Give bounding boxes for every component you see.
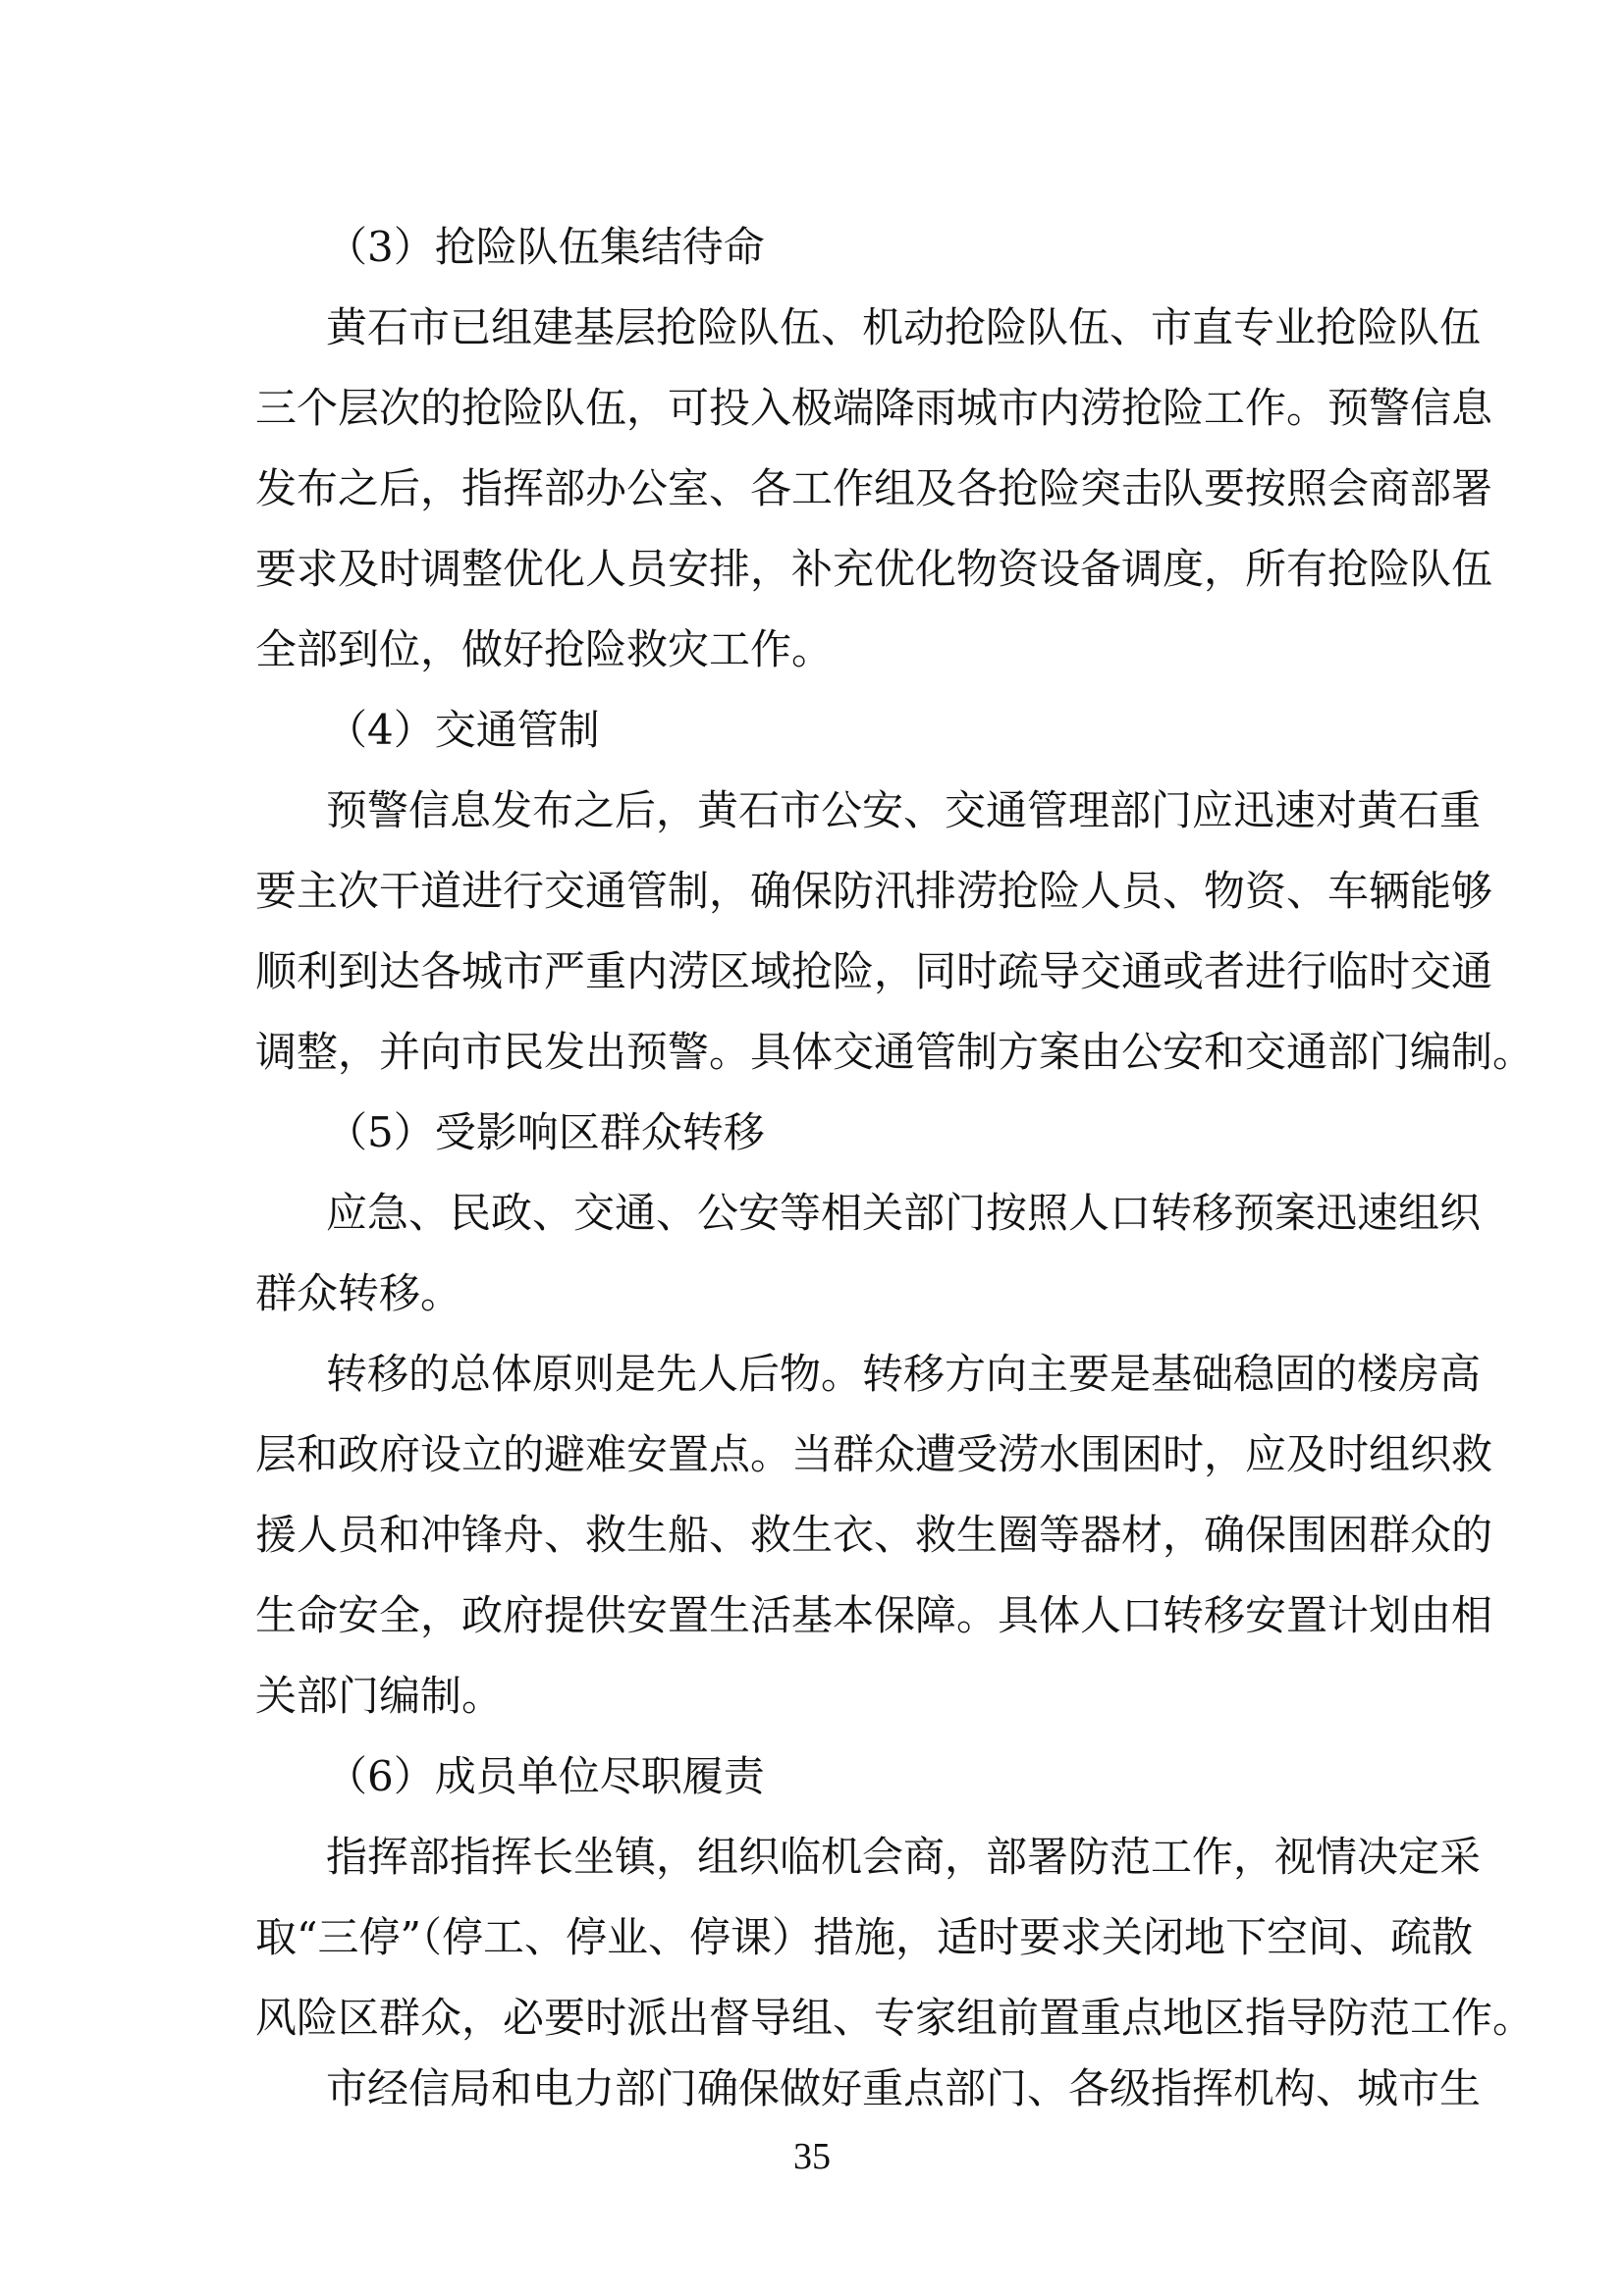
paragraph-line: 调整，并向市民发出预警。具体交通管制方案由公安和交通部门编制。 (255, 1028, 1535, 1076)
paragraph-line: 顺利到达各城市严重内涝区域抢险，同时疏导交通或者进行临时交通 (255, 947, 1493, 995)
paragraph-line: 转移的总体原则是先人后物。转移方向主要是基础稳固的楼房高 (326, 1350, 1482, 1398)
paragraph-line: 风险区群众，必要时派出督导组、专家组前置重点地区指导防范工作。 (255, 1994, 1535, 2042)
paragraph-line: 黄石市已组建基层抢险队伍、机动抢险队伍、市直专业抢险队伍 (326, 303, 1482, 351)
paragraph-line: 关部门编制。 (255, 1672, 504, 1720)
section-heading-3: （3）抢险队伍集结待命 (326, 223, 765, 271)
paragraph-line: 群众转移。 (255, 1269, 462, 1317)
paragraph-line: 援人员和冲锋舟、救生船、救生衣、救生圈等器材，确保围困群众的 (255, 1511, 1493, 1559)
section-heading-6: （6）成员单位尽职履责 (326, 1752, 765, 1800)
paragraph-line: 三个层次的抢险队伍，可投入极端降雨城市内涝抢险工作。预警信息 (255, 384, 1493, 432)
paragraph-line: 要主次干道进行交通管制，确保防汛排涝抢险人员、物资、车辆能够 (255, 867, 1493, 915)
paragraph-line: 取“三停”（停工、停业、停课）措施，适时要求关闭地下空间、疏散 (255, 1913, 1473, 1961)
section-heading-5: （5）受影响区群众转移 (326, 1108, 765, 1156)
paragraph-line: 应急、民政、交通、公安等相关部门按照人口转移预案迅速组织 (326, 1189, 1482, 1237)
page-number: 35 (793, 2136, 831, 2177)
paragraph-line: 发布之后，指挥部办公室、各工作组及各抢险突击队要按照会商部署 (255, 464, 1493, 512)
paragraph-line: 层和政府设立的避难安置点。当群众遭受涝水围困时，应及时组织救 (255, 1430, 1493, 1478)
paragraph-line: 指挥部指挥长坐镇，组织临机会商，部署防范工作，视情决定采 (326, 1833, 1482, 1881)
paragraph-line: 要求及时调整优化人员安排，补充优化物资设备调度，所有抢险队伍 (255, 545, 1493, 593)
paragraph-line: 生命安全，政府提供安置生活基本保障。具体人口转移安置计划由相 (255, 1591, 1493, 1639)
paragraph-line: 全部到位，做好抢险救灾工作。 (255, 625, 834, 673)
paragraph-line: 预警信息发布之后，黄石市公安、交通管理部门应迅速对黄石重 (326, 786, 1482, 834)
paragraph-line: 市经信局和电力部门确保做好重点部门、各级指挥机构、城市生 (326, 2064, 1482, 2112)
section-heading-4: （4）交通管制 (326, 706, 600, 754)
